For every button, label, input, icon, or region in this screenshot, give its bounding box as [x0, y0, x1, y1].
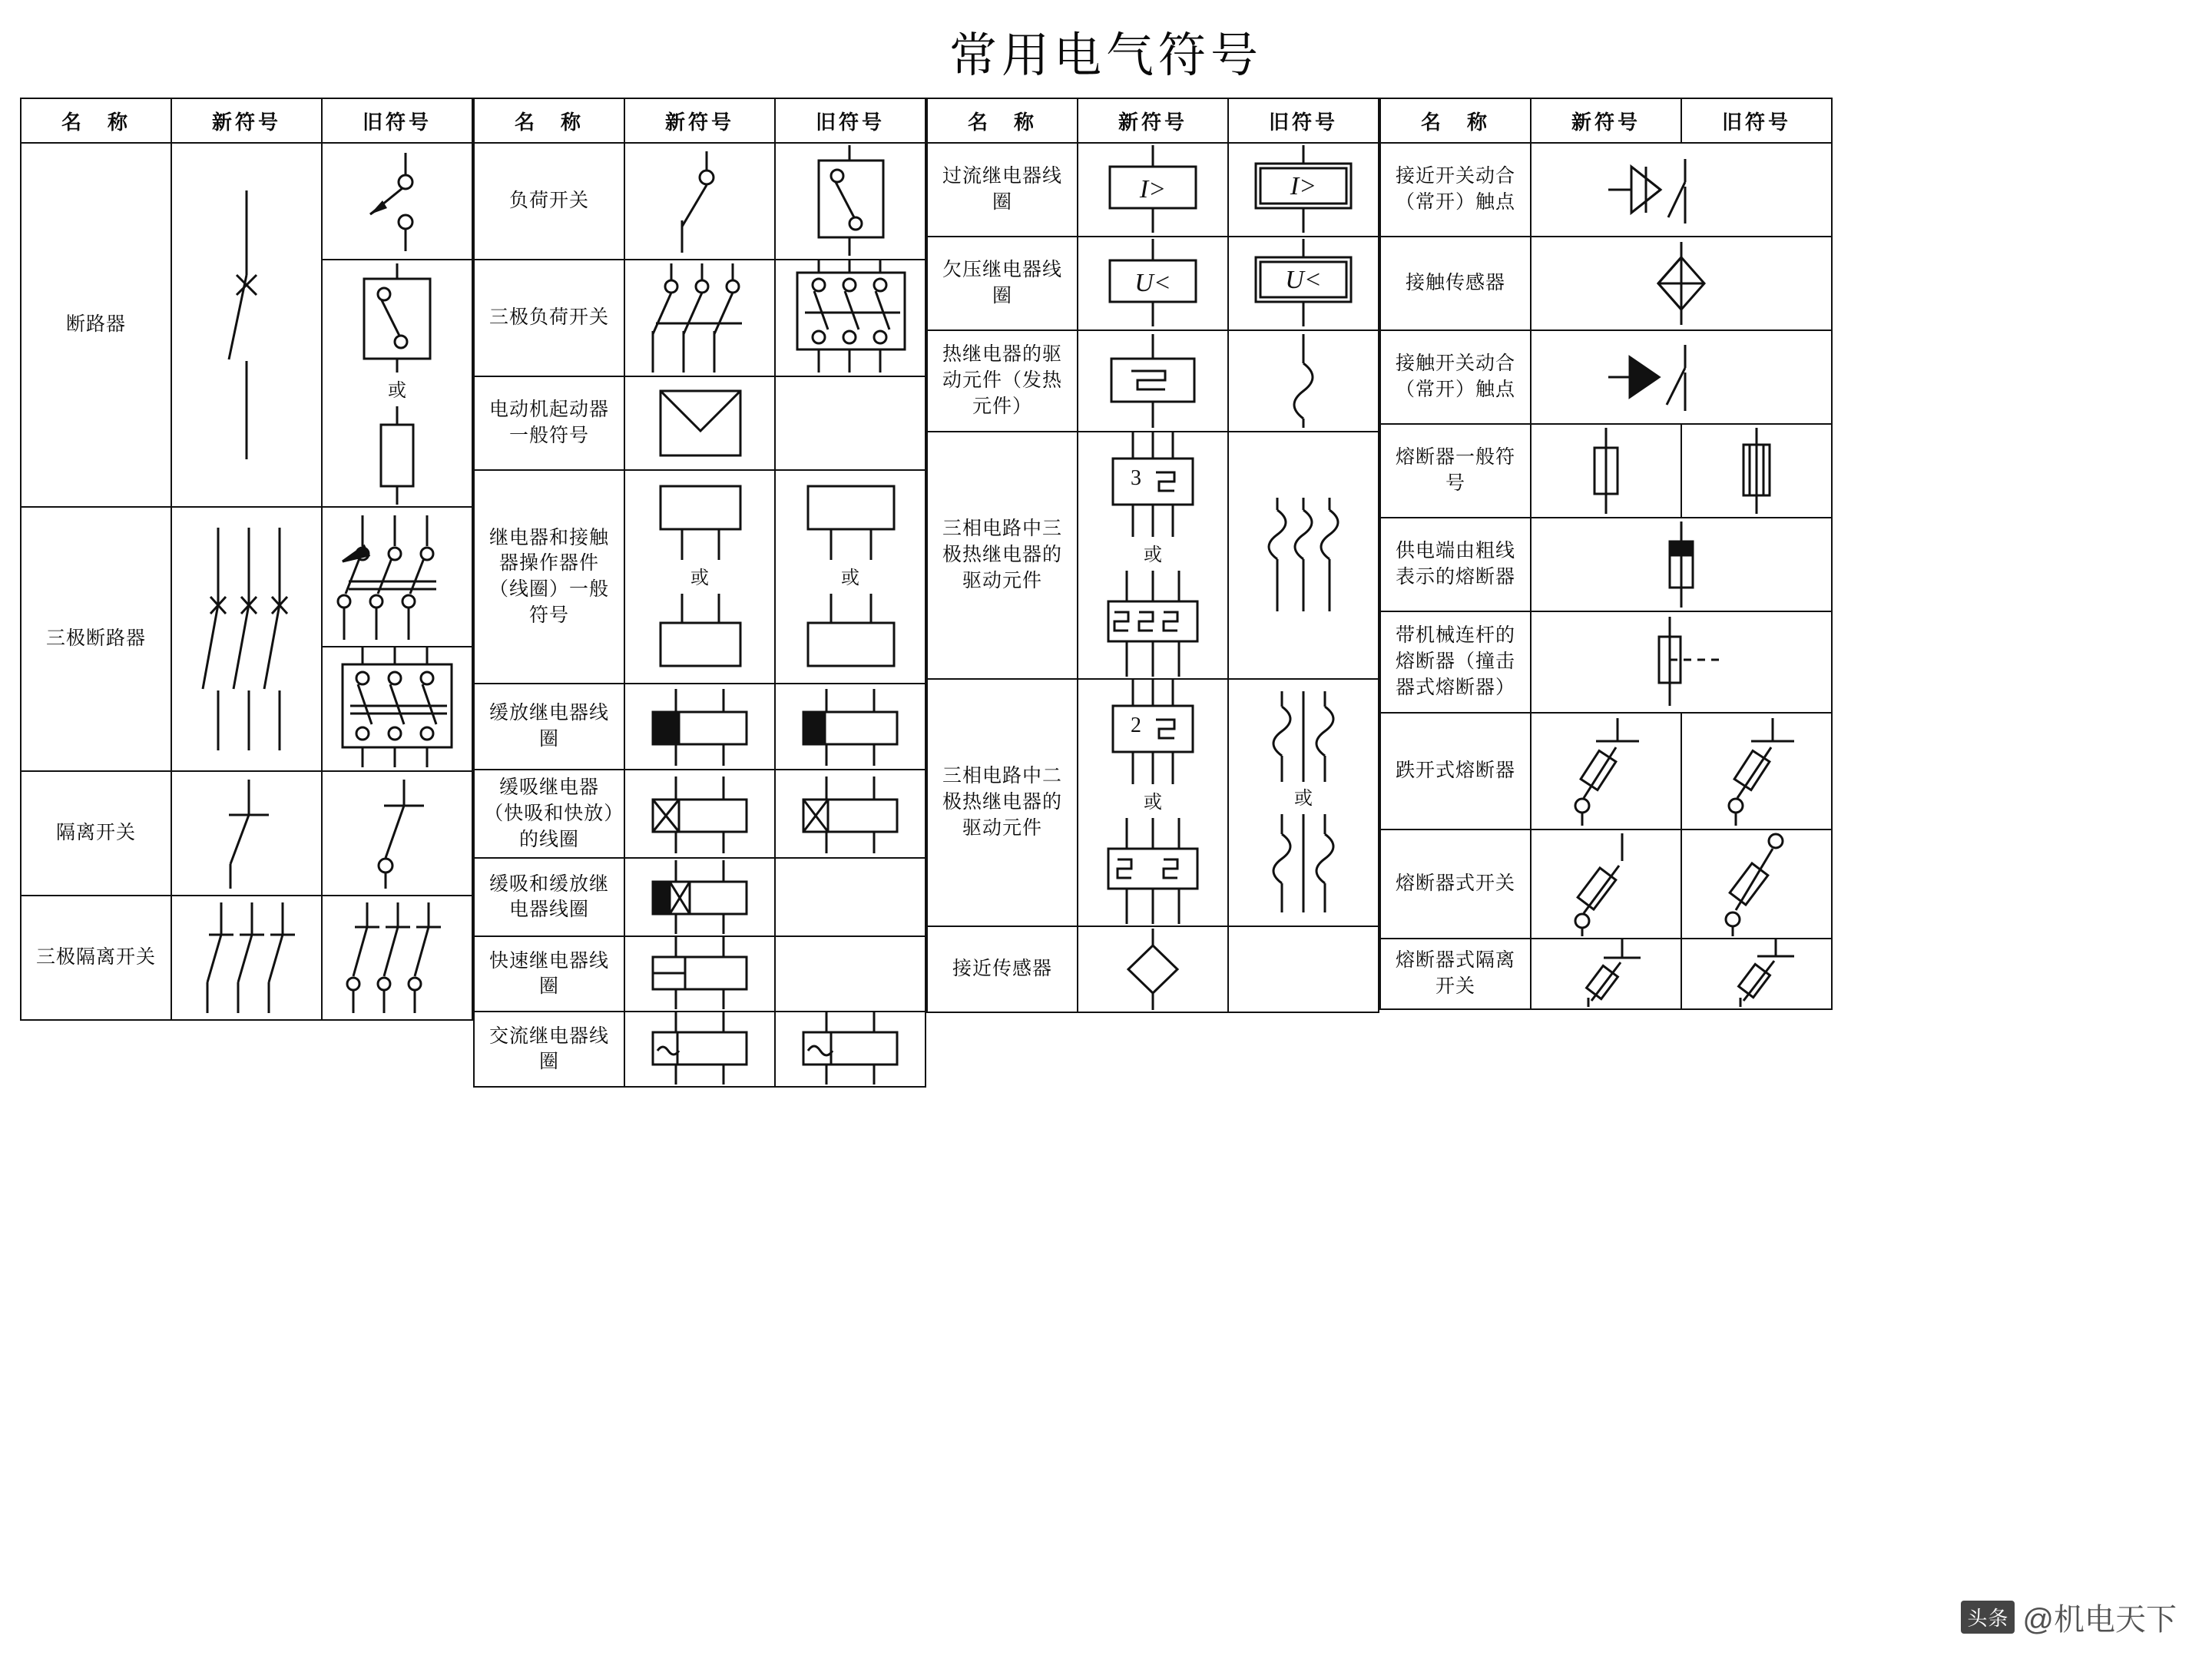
table-header-row: [21, 98, 472, 143]
symbol-drop-out-fuse-old: [1681, 713, 1832, 830]
undervoltage-label: U<: [1134, 269, 1171, 297]
table-row: [1380, 830, 1832, 939]
row-name: 跌开式熔断器: [1380, 713, 1531, 830]
table-row: [1380, 611, 1832, 713]
row-name: 继电器和接触器操作器件（线圈）一般符号: [474, 470, 624, 684]
table-row: [21, 507, 472, 647]
symbol-three-pole-load-switch-old: [775, 260, 926, 376]
overcurrent-label: I>: [1139, 175, 1167, 204]
row-name: 交流继电器线圈: [474, 1012, 624, 1087]
table-row: [21, 771, 472, 896]
undervoltage-label-old: U<: [1285, 266, 1322, 294]
table-row: [21, 896, 472, 1020]
row-name: 三相电路中二极热继电器的驱动元件: [927, 679, 1078, 926]
symbol-fuse-isolator-new: [1531, 939, 1681, 1009]
symbol-proximity-sensor-new: [1078, 926, 1228, 1012]
symbol-three-phase-thermal-new: [1078, 432, 1228, 679]
table-row: [474, 858, 926, 936]
symbol-circuit-breaker-old-1: [322, 143, 472, 260]
symbol-overcurrent-relay-new: [1078, 143, 1228, 237]
symbol-thermal-relay-old: [1228, 330, 1379, 432]
symbol-proximity-switch-no-new: [1531, 143, 1832, 237]
symbol-fuse-switch-old: [1681, 830, 1832, 939]
row-name: 欠压继电器线圈: [927, 237, 1078, 330]
symbol-three-pole-breaker-old-1: [322, 507, 472, 647]
header-new: 新符号: [1531, 98, 1681, 143]
table-row: [474, 770, 926, 858]
symbol-three-pole-breaker-new: [171, 507, 322, 771]
table-row: [474, 684, 926, 770]
or-label: 或: [1144, 793, 1162, 813]
table-header-row: [927, 98, 1379, 143]
table-row: [1380, 518, 1832, 611]
overcurrent-label-old: I>: [1290, 172, 1317, 200]
table-header-row: [474, 98, 926, 143]
symbol-fuse-switch-new: [1531, 830, 1681, 939]
symbol-two-pole-thermal-old: [1228, 679, 1379, 926]
symbol-isolator-old: [322, 771, 472, 896]
symbol-load-switch-new: [624, 143, 775, 260]
symbol-slow-both-relay-new: [624, 858, 775, 936]
symbol-fast-relay-new: [624, 936, 775, 1012]
header-old: 旧符号: [775, 98, 926, 143]
watermark-badge: 头条: [1961, 1601, 2015, 1634]
row-name: 三极负荷开关: [474, 260, 624, 376]
table-row: [1380, 237, 1832, 330]
symbol-proximity-sensor-old-empty: [1228, 926, 1379, 1012]
symbol-ac-relay-new: [624, 1012, 775, 1087]
table-row: [474, 936, 926, 1012]
table-row: [21, 143, 472, 260]
table-row: [1380, 330, 1832, 424]
header-old: 旧符号: [1228, 98, 1379, 143]
row-name: 接触开关动合（常开）触点: [1380, 330, 1531, 424]
thermal-pole-count-2: 2: [1131, 714, 1141, 737]
table-header-row: [1380, 98, 1832, 143]
symbol-load-switch-old: [775, 143, 926, 260]
row-name: 接近开关动合（常开）触点: [1380, 143, 1531, 237]
watermark: [1961, 1595, 2177, 1639]
row-name: 电动机起动器一般符号: [474, 376, 624, 470]
row-name: 供电端由粗线表示的熔断器: [1380, 518, 1531, 611]
row-name: 带机械连杆的熔断器（撞击器式熔断器）: [1380, 611, 1531, 713]
symbol-touch-sensor-new: [1531, 237, 1832, 330]
or-label: 或: [388, 381, 406, 401]
symbol-undervoltage-relay-old: [1228, 237, 1379, 330]
header-old: 旧符号: [1681, 98, 1832, 143]
table-row: [1380, 424, 1832, 518]
symbol-overcurrent-relay-old: [1228, 143, 1379, 237]
symbol-undervoltage-relay-new: [1078, 237, 1228, 330]
symbol-table-3: [926, 98, 1379, 1013]
symbol-three-pole-isolator-old: [322, 896, 472, 1020]
symbol-isolator-new: [171, 771, 322, 896]
symbol-motor-starter-old-empty: [775, 376, 926, 470]
header-new: 新符号: [171, 98, 322, 143]
row-name: 缓放继电器线圈: [474, 684, 624, 770]
row-name: 断路器: [21, 143, 171, 507]
thermal-pole-count: 3: [1131, 466, 1141, 490]
header-name: 名 称: [927, 98, 1078, 143]
symbol-motor-starter-new: [624, 376, 775, 470]
table-row: [927, 679, 1379, 926]
symbol-three-pole-breaker-old-2: [322, 647, 472, 771]
header-new: 新符号: [624, 98, 775, 143]
header-name: 名 称: [1380, 98, 1531, 143]
table-row: [927, 926, 1379, 1012]
row-name: 热继电器的驱动元件（发热元件）: [927, 330, 1078, 432]
row-name: 三极断路器: [21, 507, 171, 771]
symbol-fuse-old: [1681, 424, 1832, 518]
row-name: 熔断器一般符号: [1380, 424, 1531, 518]
row-name: 过流继电器线圈: [927, 143, 1078, 237]
table-row: [1380, 939, 1832, 1009]
table-row: [927, 143, 1379, 237]
table-row: [474, 470, 926, 684]
symbol-slow-both-relay-old-empty: [775, 858, 926, 936]
symbol-fuse-isolator-old: [1681, 939, 1832, 1009]
table-row: [474, 376, 926, 470]
symbol-thermal-relay-new: [1078, 330, 1228, 432]
row-name: 快速继电器线圈: [474, 936, 624, 1012]
row-name: 熔断器式开关: [1380, 830, 1531, 939]
symbol-relay-coil-old: [775, 470, 926, 684]
symbol-table-4: [1379, 98, 1833, 1010]
symbol-two-pole-thermal-new: [1078, 679, 1228, 926]
symbol-slow-operate-relay-old: [775, 770, 926, 858]
header-name: 名 称: [474, 98, 624, 143]
row-name: 负荷开关: [474, 143, 624, 260]
watermark-text: @机电天下: [2022, 1603, 2177, 1637]
page-title: 常用电气符号: [949, 27, 1263, 83]
symbol-striker-fuse-new: [1531, 611, 1832, 713]
symbol-fuse-new: [1531, 424, 1681, 518]
or-label: 或: [841, 568, 859, 588]
table-row: [474, 1012, 926, 1087]
symbol-fuse-supply-side-new: [1531, 518, 1832, 611]
symbol-three-pole-load-switch-new: [624, 260, 775, 376]
symbol-tables: [20, 98, 2192, 1088]
table-row: [474, 260, 926, 376]
or-label: 或: [1294, 789, 1313, 809]
symbol-table-2: [473, 98, 926, 1088]
row-name: 隔离开关: [21, 771, 171, 896]
row-name: 接触传感器: [1380, 237, 1531, 330]
header-name: 名 称: [21, 98, 171, 143]
table-row: [927, 237, 1379, 330]
symbol-three-phase-thermal-old: [1228, 432, 1379, 679]
or-label: 或: [690, 568, 709, 588]
symbol-fast-relay-old-empty: [775, 936, 926, 1012]
header-old: 旧符号: [322, 98, 472, 143]
or-label: 或: [1144, 545, 1162, 565]
symbol-relay-coil-new: [624, 470, 775, 684]
symbol-ac-relay-old: [775, 1012, 926, 1087]
table-row: [927, 330, 1379, 432]
symbol-drop-out-fuse-new: [1531, 713, 1681, 830]
table-row: [1380, 143, 1832, 237]
symbol-circuit-breaker-old-2: [322, 260, 472, 507]
symbol-table-1: [20, 98, 473, 1021]
table-row: [474, 143, 926, 260]
symbol-slow-operate-relay-new: [624, 770, 775, 858]
symbol-slow-release-relay-new: [624, 684, 775, 770]
row-name: 接近传感器: [927, 926, 1078, 1012]
row-name: 三相电路中三极热继电器的驱动元件: [927, 432, 1078, 679]
table-row: [927, 432, 1379, 679]
row-name: 缓吸继电器（快吸和快放）的线圈: [474, 770, 624, 858]
row-name: 三极隔离开关: [21, 896, 171, 1020]
symbol-circuit-breaker-new: [171, 143, 322, 507]
row-name: 熔断器式隔离开关: [1380, 939, 1531, 1009]
symbol-three-pole-isolator-new: [171, 896, 322, 1020]
row-name: 缓吸和缓放继电器线圈: [474, 858, 624, 936]
table-row: [1380, 713, 1832, 830]
header-new: 新符号: [1078, 98, 1228, 143]
symbol-touch-switch-no-new: [1531, 330, 1832, 424]
symbol-slow-release-relay-old: [775, 684, 926, 770]
